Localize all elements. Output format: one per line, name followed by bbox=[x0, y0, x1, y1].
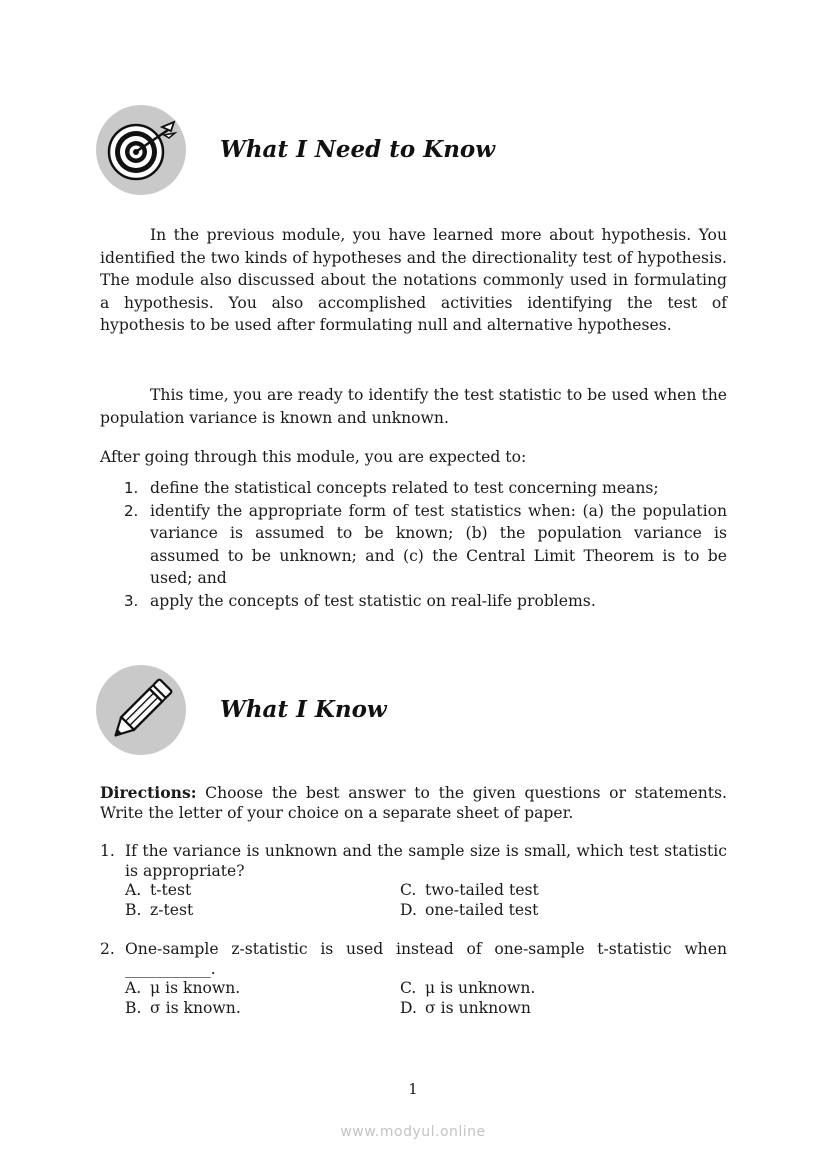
question-1 bbox=[100, 842, 727, 921]
option-text: μ is known. bbox=[150, 979, 241, 998]
this-time-paragraph: This time, you are ready to identify the test statistic to be used when the population variance is known and unknown. bbox=[100, 386, 727, 427]
section-title-what-i-know: What I Know bbox=[220, 696, 387, 723]
question-number: 1. bbox=[100, 842, 115, 860]
objective-text: identify the appropriate form of test statistics when: (a) the population variance is assumed to be known; (b) the population variance is assumed to be unknown; and (c) the Central Limit Theorem is to be used; and bbox=[150, 501, 727, 588]
watermark: www.modyul.online bbox=[340, 1124, 486, 1140]
option-letter: D. bbox=[400, 999, 417, 1018]
option-a bbox=[125, 979, 240, 999]
list-item bbox=[100, 500, 727, 590]
list-item bbox=[100, 590, 727, 613]
answer-blank: ___________. bbox=[125, 959, 216, 978]
objective-text: define the statistical concepts related to test concerning means; bbox=[150, 479, 659, 497]
page-number: 1 bbox=[408, 1080, 418, 1098]
question-2 bbox=[100, 940, 727, 1019]
intro-paragraph: In the previous module, you have learned more about hypothesis. You identified the two kinds of hypotheses and the directionality test of hypothesis. The module also discussed about the notations commonly used in formulating a hypothesis. You also accomplished activities identifying the test of hypothesis to be used after formulating null and alternative hypotheses. bbox=[100, 226, 727, 335]
option-letter: C. bbox=[400, 979, 417, 998]
option-c bbox=[400, 979, 535, 999]
objectives-list bbox=[100, 477, 727, 613]
pencil-icon bbox=[96, 665, 186, 755]
option-b bbox=[125, 999, 241, 1019]
question-number: 2. bbox=[100, 940, 115, 958]
answer-options bbox=[125, 979, 727, 1018]
option-d bbox=[400, 901, 538, 921]
option-text: z-test bbox=[150, 901, 194, 920]
option-text: μ is unknown. bbox=[425, 979, 536, 998]
directions-text: Choose the best answer to the given questions or statements. Write the letter of your choice on a separate sheet of paper. bbox=[100, 784, 727, 822]
option-text: σ is known. bbox=[150, 999, 241, 1018]
option-text: one-tailed test bbox=[425, 901, 539, 920]
objective-text: apply the concepts of test statistic on real-life problems. bbox=[150, 591, 596, 610]
option-letter: B. bbox=[125, 999, 142, 1018]
directions-label: Directions: bbox=[100, 783, 197, 802]
option-text: t-test bbox=[150, 881, 192, 900]
objective-number: 2. bbox=[124, 501, 139, 520]
list-item bbox=[100, 477, 727, 500]
option-c bbox=[400, 881, 539, 901]
option-b bbox=[125, 901, 193, 921]
option-letter: A. bbox=[125, 979, 142, 998]
option-a bbox=[125, 881, 191, 901]
answer-options bbox=[125, 881, 727, 920]
option-text: two-tailed test bbox=[425, 881, 539, 900]
objective-number: 3. bbox=[124, 591, 139, 610]
objective-number: 1. bbox=[124, 479, 139, 497]
question-stem: If the variance is unknown and the sample size is small, which test statistic is appropriate? bbox=[125, 842, 727, 880]
expectations-lead: After going through this module, you are expected to: bbox=[100, 448, 527, 466]
option-text: σ is unknown bbox=[425, 999, 531, 1018]
option-letter: A. bbox=[125, 881, 142, 900]
option-letter: D. bbox=[400, 901, 417, 920]
option-letter: C. bbox=[400, 881, 417, 900]
directions-paragraph bbox=[100, 783, 727, 823]
target-icon bbox=[96, 105, 186, 195]
option-letter: B. bbox=[125, 901, 142, 920]
option-d bbox=[400, 999, 531, 1019]
section-title-what-i-need-to-know: What I Need to Know bbox=[220, 136, 496, 163]
question-stem: One-sample z-statistic is used instead of one-sample t-statistic when bbox=[125, 940, 727, 958]
